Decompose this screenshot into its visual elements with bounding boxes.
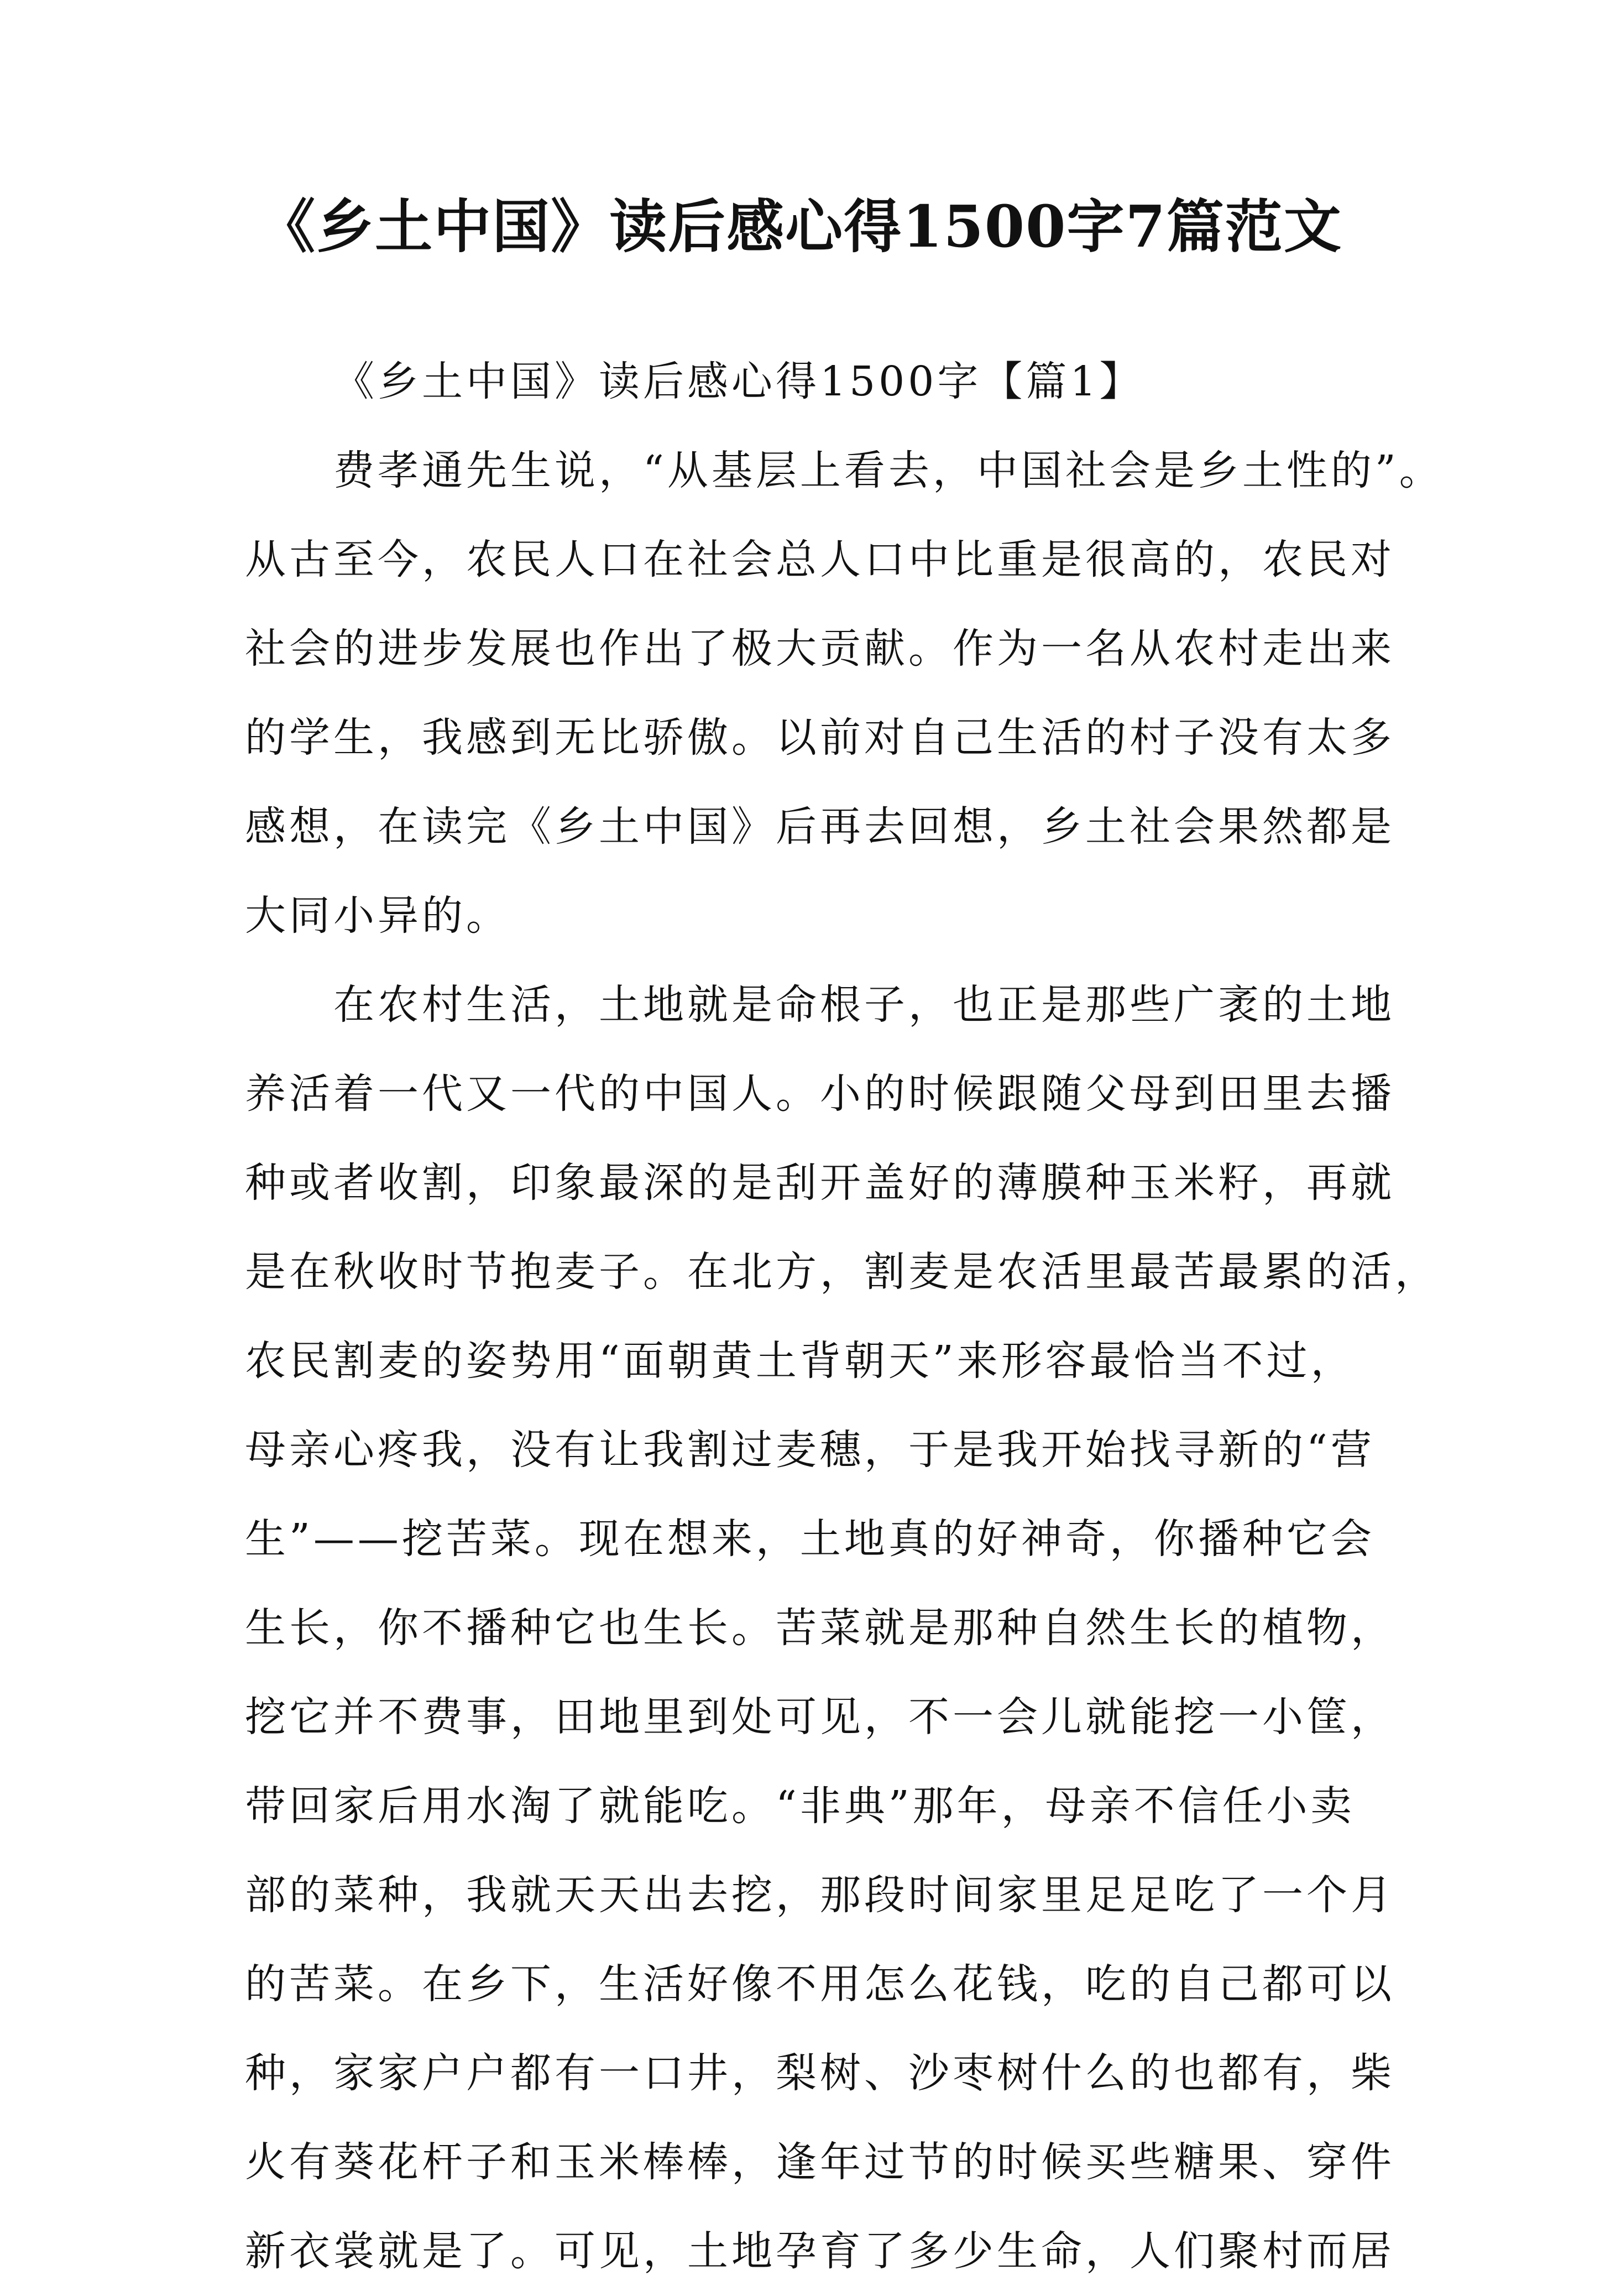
paragraph-line: 感想，在读完《乡土中国》后再去回想，乡土社会果然都是 xyxy=(245,803,1395,850)
paragraph-line: 生”——挖苦菜。现在想来，土地真的好神奇，你播种它会 xyxy=(245,1515,1375,1563)
paragraph-1 xyxy=(245,426,1444,961)
paragraph-line: 生长，你不播种它也生长。苦菜就是那种自然生长的植物， xyxy=(245,1604,1395,1652)
paragraph-line: 新衣裳就是了。可见，土地孕育了多少生命，人们聚村而居 xyxy=(245,2227,1395,2275)
paragraph-line: 大同小异的。 xyxy=(245,892,510,940)
paragraph-line: 费孝通先生说，“从基层上看去，中国社会是乡土性的”。 xyxy=(333,447,1444,494)
paragraph-line: 养活着一代又一代的中国人。小的时候跟随父母到田里去播 xyxy=(245,1070,1395,1118)
paragraph-line: 部的菜种，我就天天出去挖，那段时间家里足足吃了一个月 xyxy=(245,1871,1395,1919)
paragraph-line: 社会的进步发展也作出了极大贡献。作为一名从农村走出来 xyxy=(245,625,1395,672)
document-body xyxy=(245,337,1444,2296)
paragraph-2 xyxy=(245,961,1439,2296)
paragraph-line: 种或者收割，印象最深的是刮开盖好的薄膜种玉米籽，再就 xyxy=(245,1159,1395,1207)
paragraph-line: 的学生，我感到无比骄傲。以前对自己生活的村子没有太多 xyxy=(245,714,1395,761)
paragraph-line: 带回家后用水淘了就能吃。“非典”那年，母亲不信任小卖 xyxy=(245,1782,1355,1830)
paragraph-line: 母亲心疼我，没有让我割过麦穗，于是我开始找寻新的“营 xyxy=(245,1426,1375,1474)
paragraph-line: 火有葵花杆子和玉米棒棒，逢年过节的时候买些糖果、穿件 xyxy=(245,2138,1395,2186)
paragraph-line: 挖它并不费事，田地里到处可见，不一会儿就能挖一小筐， xyxy=(245,1693,1395,1741)
paragraph-line: 农民割麦的姿势用“面朝黄土背朝天”来形容最恰当不过， xyxy=(245,1337,1355,1385)
paragraph-line: 是在秋收时节抱麦子。在北方，割麦是农活里最苦最累的活， xyxy=(245,1248,1439,1296)
paragraph-line: 从古至今，农民人口在社会总人口中比重是很高的，农民对 xyxy=(245,536,1395,583)
paragraph-line: 种，家家户户都有一口井，梨树、沙枣树什么的也都有，柴 xyxy=(245,2049,1395,2097)
document-title: 《乡土中国》读后感心得1500字7篇范文 xyxy=(258,192,1342,260)
paragraph-line: 在农村生活，土地就是命根子，也正是那些广袤的土地 xyxy=(333,981,1395,1029)
paragraph-line: 的苦菜。在乡下，生活好像不用怎么花钱，吃的自己都可以 xyxy=(245,1960,1395,2008)
section-heading: 《乡土中国》读后感心得1500字【篇1】 xyxy=(333,358,1144,405)
